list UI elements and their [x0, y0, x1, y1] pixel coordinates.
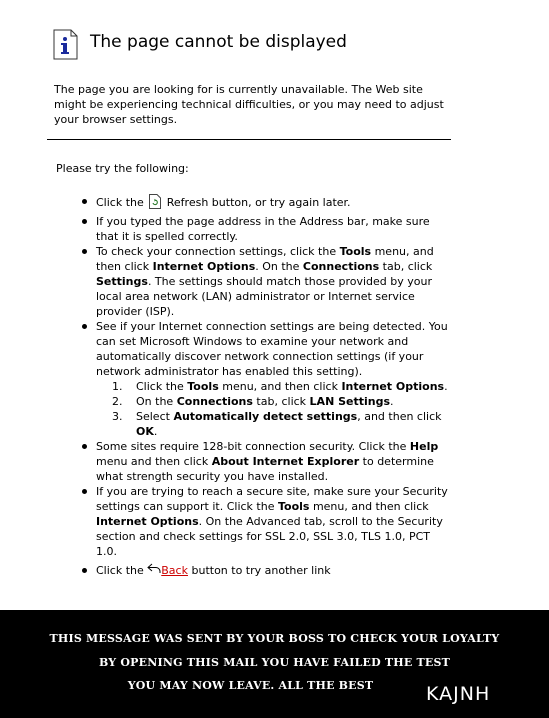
substep-1: 1. Click the Tools menu, and then click Internet Options. — [112, 380, 448, 393]
list-item-detect: See if your Internet connection settings are being detected. You can set Microsoft Windows to examine your network and automatically discover network connection settings (if your network administrator has enabled this setting). 1. Click the Tools menu, and then click Internet Options. 2. On the Connections tab, click LAN Settings. 3. Select Automatically detect settings, and then click OK. — [78, 319, 448, 439]
list-item-address: If you typed the page address in the Address bar, make sure that it is spelled correctly. — [78, 214, 448, 244]
back-link[interactable]: Back — [147, 564, 188, 577]
page-title: The page cannot be displayed — [90, 32, 347, 52]
substep-2: 2. On the Connections tab, click LAN Settings. — [112, 395, 394, 408]
list-item-connection: To check your connection settings, click the Tools menu, and then click Internet Options. On the Connections tab, click Settings. The settings should match those provided by your local area network (LAN) administrator or Internet service provider (ISP). — [78, 244, 448, 319]
banner-line-3: YOU MAY NOW LEAVE. ALL THE BEST — [127, 679, 374, 692]
suggestion-list — [78, 194, 448, 578]
intro-text: The page you are looking for is currently unavailable. The Web site might be experiencing technical difficulties, or you may need to adjust your browser settings. — [54, 83, 444, 126]
divider — [47, 139, 451, 140]
banner-line-2: BY OPENING THIS MAIL YOU HAVE FAILED THE TEST — [99, 656, 450, 669]
list-item-secure-site: If you are trying to reach a secure site, make sure your Security settings can support it. Click the Tools menu, and then click Internet Options. On the Advanced tab, scroll to the Security section and check settings for SSL 2.0, SSL 3.0, TLS 1.0, PCT 1.0. — [78, 484, 448, 559]
back-arrow-icon — [147, 563, 161, 574]
banner-line-1: THIS MESSAGE WAS SENT BY YOUR BOSS TO CHECK YOUR LOYALTY — [49, 632, 500, 645]
info-icon — [53, 29, 78, 60]
substep-3: 3. Select Automatically detect settings, and then click OK. — [112, 410, 442, 438]
list-item-refresh: Click the Refresh button, or try again later. — [78, 194, 448, 210]
refresh-page-icon — [149, 194, 161, 209]
detect-substeps — [96, 379, 448, 439]
prank-banner — [0, 610, 549, 718]
list-item-security128: Some sites require 128-bit connection security. Click the Help menu and then click About Internet Explorer to determine what strength security you have installed. — [78, 439, 448, 484]
try-heading: Please try the following: — [56, 162, 189, 175]
list-item-back: Click the Back button to try another link — [78, 563, 448, 578]
signature: KAJNH — [426, 683, 491, 705]
